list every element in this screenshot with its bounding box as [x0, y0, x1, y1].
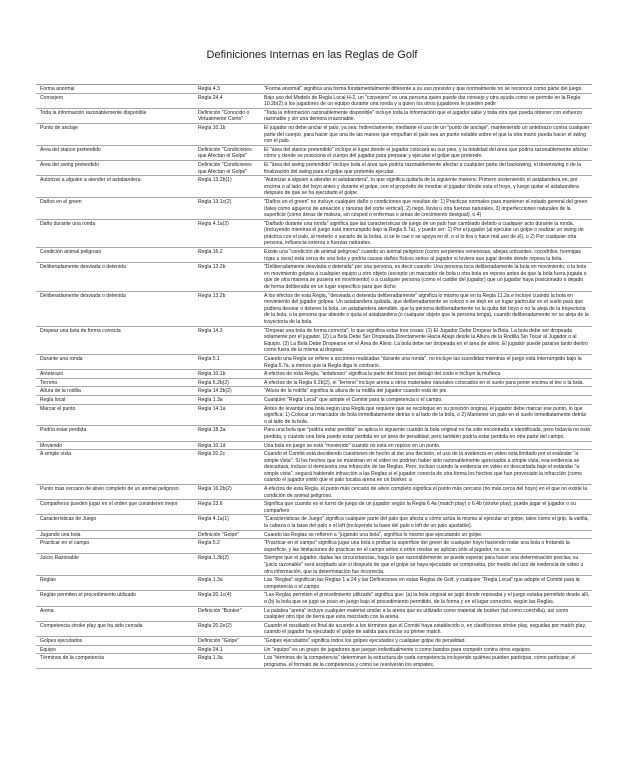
- term-cell: Deliberadamente desviada o detenida: [40, 264, 126, 271]
- term-cell: Dropear una bola de forma correcta: [40, 327, 121, 334]
- rule-cell: Regla 16.2: [198, 249, 223, 256]
- rule-cell: Regla 24.1: [198, 646, 223, 653]
- term-cell: Forma anormal: [40, 86, 75, 92]
- definition-cell: Cuando el Comité está decidiendo cuestiones de hecho al dar una decisión, el uso de la evidencia en video está limitado por el estándar "a simple vista": Si los hechos que se muestran en el video no podrían haber sido razonablemente apreciados a simple vista, esa evidencia se descartará, incluso si demuestra una infracción de las Reglas. Pero, incluso cuando la evidencia en video es descartada bajo el estándar "a simple vista", seguirá habiendo infracción a las Reglas si el jugador conocía de otra forma los hechos que han provocado la infracción (como cuando el jugador sintió que el palo tocaba arena en un búnker, a: [264, 451, 582, 484]
- term-cell: Reglas: [40, 577, 56, 584]
- definitions-table: [36, 84, 592, 669]
- definition-cell: "Golpes ejecutados" significa todos los golpes ejecutados y cualquier golpe de penalidad.: [264, 637, 466, 644]
- table-row: [36, 442, 592, 451]
- term-cell: Daños en el green: [40, 198, 82, 205]
- term-cell: Compañeros pueden jugar en el orden que consideren mejor: [40, 501, 178, 508]
- term-cell: Durante una ronda: [40, 355, 83, 362]
- definition-cell: El "área del swing pretendido" incluye toda el área que podría razonablemente afectar a cualquier parte del backswing, el downswing o de la finalización del swing para el golpe que pretende ejecutar.: [264, 161, 582, 175]
- definition-cell: Las "Reglas" significan las Reglas 1 a 24 y las Definiciones en estas Reglas de Golf, y cualquier "Regla Local" que adopte el Comité para la competencia o el campo.: [264, 577, 580, 590]
- definition-cell: "Deliberadamente desviada o detenida" por una persona, es decir cuando: Una persona toca deliberadamente la bola en movimiento, o la bola en movimiento golpea a cualquier equipo u otro objeto (excepto un marcador de bola u otra bola en reposo antes de que la bola fuera jugada o que de otra manera se pusiera en movimiento) o a cualquier persona (como el caddie del jugador) que un jugador haya posicionado o dejado de forma deliberada en un lugar específico para que dicho: [264, 264, 587, 291]
- definition-cell: Los "términos de la competencia" determinan la estructura de cada competencia incluyendo quiénes pueden participar, cómo participar, el programa, el formato de la competencia y cómo se resolverán los empates.: [264, 655, 576, 668]
- term-cell: Deliberadamente desviada o detenida: [40, 292, 126, 299]
- term-cell: Condición animal peligroso: [40, 249, 102, 256]
- rule-cell: Definición "Condiciones que Afectan el Golpe": [198, 146, 252, 160]
- table-row: [36, 198, 592, 220]
- term-cell: Practicar en el campo: [40, 540, 90, 547]
- table-row: [36, 161, 592, 176]
- rule-cell: Regla 10.1b: [198, 124, 226, 131]
- term-cell: Marcar el punto: [40, 405, 76, 412]
- term-cell: Toda la información razonablemente disponible: [40, 109, 147, 116]
- rule-cell: Regla 5.2: [198, 540, 220, 547]
- definition-cell: Cuando las Reglas se refieren a "jugando una bola", significa lo mismo que ejecutando un golpe.: [264, 531, 483, 538]
- table-row: [36, 500, 592, 515]
- definition-cell: Un "equipo" es un grupo de jugadores que juegan individualmente o como bandos para competir contra otros equipos.: [264, 646, 532, 653]
- rule-cell: Regla 13.2b: [198, 264, 226, 271]
- table-row: [36, 637, 592, 646]
- rule-cell: Regla 5.1: [198, 355, 220, 362]
- definition-cell: "Autorizar a alguien a atender el astabandera", lo que significa quitarla de la siguiente manera: Primero sosteniendo el astabandera en, por encima o al lado del hoyo antes y durante el golpe, con el propósito de mostrar el jugador dónde esta el hoyo, y luego quitar el astabandera después de que se ha ejecutado el golpe.: [264, 177, 579, 197]
- rule-cell: Regla 14.3: [198, 327, 223, 334]
- term-cell: Golpes ejecutados: [40, 637, 83, 644]
- definition-cell: "Dropear una bola de forma correcta", lo que significa estas tres cosas: (1) El Jugador Debe Dropear la Bola. La bola debe ser dropeada solamente por el jugador. (2) La Bola Debe Ser Dropeada Directamente Hacia Abajo desde la Altura de la Rodilla Sin Tocar al Jugador o al Equipo. (3) La Bola Debe Dropearse en el Área de Alivio. La bola debe ser dropeada en el área de alivio. El jugador puede pararse tanto dentro como fuera de la misma al dropear.: [264, 327, 588, 354]
- definition-cell: El jugador no debe anclar el palo, ya sea: Indirectamente, mediante el uso de un "punto de anclaje", manteniendo un antebrazo contra cualquier parte del cuerpo, para hacer que una de las manos que empuñan el palo sea un punto estable sobre el que la otra mano pueda hacer el swing con el palo.: [264, 124, 590, 145]
- definition-cell: A los efectos de esta Regla, "desviada o detenida deliberadamente" significa lo mismo que en la Regla 11.2a e incluye cuando la bola en movimiento del jugador golpea: Un astabandera quitada, que deliberadamente se colocó o se dejó en un lugar particular en el suelo para que pudiera desviar o detener la bola, un astabandera atendido, que la persona deliberadamente no la quita del hoyo o no la aleja de la trayectoria de la bola, o la persona que atiende o quita el astabandera (o cualquier objeto que la persona tenga), cuando deliberadamente no se aleja de la trayectoria de la bola.: [264, 292, 589, 325]
- table-row: [36, 554, 592, 576]
- definition-cell: "Dañado durante una ronda" significa que las características de juego de un palo han cambiado debido a cualquier acto durante la ronda, (incluyendo mientras el juego está interrumpido bajo la Regla 5.7a), y puede ser: 1) Por el jugador (al ejecutar un golpe o realizar un swing de práctica con el palo, al meterlo o sacarlo de la bolsa, si se le cae o se apoya en él, o si lo tira o hace mal uso de él), o 2) Por cualquier otra persona, influencia externa o fuerzas naturales.: [264, 220, 584, 247]
- table-row: [36, 124, 592, 146]
- table-row: [36, 94, 592, 109]
- rule-cell: Regla 13.2b: [198, 292, 226, 299]
- table-row: [36, 450, 592, 485]
- table-row: [36, 248, 592, 263]
- term-cell: Términos de la competencia: [40, 655, 104, 662]
- definition-cell: El "área del stance pretendido" incluye el lugar donde el jugador colocará su sus pies, y la totalidad del área que podría razonablemente afectar cómo y donde se posiciona el cuerpo del jugador para preparar y ejecutar el golpe que pretende.: [264, 146, 589, 160]
- rule-cell: Regla 13.1c(2): [198, 198, 232, 205]
- rule-cell: Regla 1.3a: [198, 396, 223, 403]
- term-cell: Autorizar a alguien a atender el astabandera: [40, 177, 141, 184]
- definition-cell: Bajo uso del Modelo de Regla Local H-2, un "consejero" es una persona quien puede dar consejo y otra ayuda como se permite en la Regla 10.2b(2) a los jugadores de un equipo durante una ronda y a quien los otros jugadores le pueden pedir: [264, 94, 581, 108]
- definition-cell: Siempre que el jugador, dadas las circunstancias, haga lo que razonablemente se puede esperar para hacer una determinación precisa, su "juicio razonable" será aceptado aún si después de que el golpe se haya ejecutado se comprueba, por medio del uso de evidencia de video u otra información, que la determinación fue incorrecta.: [264, 555, 584, 575]
- table-row: [36, 220, 592, 248]
- term-cell: Equipo: [40, 646, 56, 653]
- table-row: [36, 292, 592, 327]
- rule-cell: Regla 20.2c: [198, 451, 226, 458]
- table-row: [36, 176, 592, 198]
- rule-cell: Regla 10.1d: [198, 442, 226, 449]
- term-cell: Podría estar perdida: [40, 427, 87, 434]
- rule-cell: Regla 6.2b(2): [198, 379, 229, 386]
- rule-cell: Regla 18.3a: [198, 427, 226, 434]
- table-row: [36, 576, 592, 591]
- rule-cell: Regla 14.3b(2): [198, 388, 232, 395]
- term-cell: Juicio Razonable: [40, 555, 79, 562]
- definition-cell: "Forma anormal" significa una forma fundamentalmente diferente a su uso previsto y que normalmente no se reconoce como parte del juego.: [264, 86, 583, 92]
- table-row: [36, 539, 592, 554]
- rule-cell: Regla 16.2b(2): [198, 486, 232, 493]
- definition-cell: Cuando el resultado es final de acuerdo a los términos que el Comité haya establecido o, en clasificiones stroke play, seguidas por match play, cuando el jugador ha ejecutado el golpe de salida para iniciar su primer match.: [264, 622, 587, 636]
- definition-cell: Cualquier "Regla Local" que adopte el Comité para la competencia o el campo.: [264, 396, 443, 403]
- rule-cell: Regla 23.6: [198, 501, 223, 508]
- rule-cell: Definición "Bunker": [198, 607, 242, 614]
- rule-cell: Regla 1.3a: [198, 577, 223, 584]
- table-row: [36, 515, 592, 530]
- definition-cell: Para una bola que "podría estar perdida" se aplica lo siguiente cuando la bola original no ha sido encontrada e identificada, pero todavía no está perdida, y cuando una bola puede estar perdida en un área de penalidad, pero también podría estar perdida en otra parte del campo.: [264, 427, 590, 440]
- definition-cell: Una bola en juego se está "moviendo" cuando no está en reposo en un punto.: [264, 442, 441, 449]
- rule-cell: Definición "Golpe": [198, 637, 239, 644]
- table-row: [36, 405, 592, 427]
- term-cell: Arena: [40, 607, 54, 614]
- document-title: Definiciones Internas en las Reglas de Golf: [206, 49, 418, 61]
- rule-cell: Regla 20.2e(2): [198, 622, 232, 629]
- table-row: [36, 85, 592, 94]
- term-cell: Daño durante una ronda: [40, 220, 96, 227]
- rule-cell: Regla 4.1a(2): [198, 220, 229, 227]
- table-row: [36, 109, 592, 124]
- definition-cell: "Altura de la rodilla" significa la altura de la rodilla del jugador cuando está de pie.: [264, 388, 448, 395]
- definition-cell: A efectos de esta Regla, el punto más cercano de alivio completo significa el punto más cercano (no más cerca del hoyo) en el que no existe la condición de animal peligroso.: [264, 486, 588, 499]
- term-cell: Jugando una bola: [40, 531, 81, 538]
- definition-cell: A efectos de la Regla 6.2b(2), el "terreno" incluye arena u otros materiales naturales colocados en el suelo para poner encima el tee o la bola.: [264, 379, 584, 386]
- table-row: [36, 355, 592, 370]
- term-cell: Punto más cercano de alivio completo de un animal peligroso: [40, 486, 179, 493]
- table-row: [36, 146, 592, 161]
- rule-cell: Regla 13.2b(1): [198, 177, 232, 184]
- definition-cell: "Daños en el green" no incluye cualquier daño o condiciones que resultan de: 1) Practicas normales para mantener el estado general del green (tales como agujeros de aireación y ranuras del corte vertical), 2) riego, lluvia u otra fuerzas naturales, 3) imperfecciones naturales de la superficie (como áreas de maleza, sin césped o enfermas o áreas de crecimiento desigual), o 4): [264, 198, 588, 219]
- definition-cell: Antes de levantar una bola según una Regla que requiere que se recoloque en su posición original, el jugador debe marcar ese punto, lo que significa: 1) Colocar un marcador de bola inmediatamente detrás o al lado de la bola, o 2) Mantener un palo en el suelo inmediatamente detrás o al lado de la bola.: [264, 405, 587, 425]
- table-row: [36, 263, 592, 291]
- term-cell: Altura de la rodilla: [40, 388, 81, 395]
- rule-cell: Regla 20.1c(4): [198, 592, 232, 599]
- definition-cell: A efectos de esta Regla, "antebrazo" significa la parte del brazo por debajo del codo e incluye la muñeca.: [264, 371, 502, 378]
- rule-cell: Regla 4.3: [198, 86, 220, 92]
- term-cell: A simple vista: [40, 451, 72, 458]
- term-cell: Área del stance pretendido: [40, 146, 101, 153]
- table-row: [36, 485, 592, 500]
- term-cell: Competencia stroke play que ha sido cerrada: [40, 622, 143, 629]
- term-cell: Reglas permiten el procedimiento utilizado: [40, 592, 136, 599]
- definition-cell: "Toda la información razonablemente disponible" incluye toda la información que el jugador sabe y toda otra que pueda obtener con esfuerzo razonable y sin una demora irrazonable.: [264, 109, 583, 123]
- definition-cell: La palabra "arena" incluye cualquier material similar a la arena que es utilizado como material de bunker (tal como conchilla), así como cualquier otro tipo de tierra que esta mezclado con la arena.: [264, 607, 569, 621]
- table-row: [36, 379, 592, 388]
- term-cell: Consejero: [40, 94, 64, 101]
- table-row: [36, 387, 592, 396]
- table-row: [36, 426, 592, 441]
- table-row: [36, 531, 592, 540]
- term-cell: Características de Juego: [40, 516, 97, 523]
- table-row: [36, 622, 592, 637]
- term-cell: Regla local: [40, 396, 66, 403]
- definition-cell: Existe una "condición de animal peligroso" cuando un animal peligroso (como serpientes venenosas, abejas urticantes, cocodrilos, hormigas rojas u osos) está cerca de una bola y podría causar daños físicos serios al jugador si tuviera que jugar desde donde reposa la bola.: [264, 249, 582, 262]
- rule-cell: Regla 24.4: [198, 94, 223, 101]
- definition-cell: Cuando una Regla se refiere a acciones realizadas "durante una ronda", no incluye las sucedidas mientras el juego está interrumpido bajo la Regla 5.7a, a menos que la Regla diga lo contrario.: [264, 355, 582, 369]
- definition-cell: "Practicar en el campo" significa jugar una bola o probar la superficie del green de cualquier hoyo haciendo rodar una bola o frotando la superficie, y las limitaciones de practicar en el campo antes o entre rondas se aplican sólo al jugador, no a su: [264, 540, 570, 553]
- term-cell: Punto de anclaje: [40, 124, 78, 131]
- definition-cell: Significa que cuando es el turno de juego de un jugador según la Regla 6.4a (match play) o 6.4b (stroke play), puede jugar el jugador o su compañero: [264, 501, 576, 514]
- table-row: [36, 327, 592, 355]
- rule-cell: Regla 1.3a: [198, 655, 223, 662]
- term-cell: Antebrazo: [40, 371, 64, 378]
- table-row: [36, 646, 592, 655]
- table-row: [36, 370, 592, 379]
- term-cell: Terreno: [40, 379, 58, 386]
- table-row: [36, 654, 592, 669]
- table-row: [36, 396, 592, 405]
- definition-cell: "Características de Juego" significa cualquier parte del palo que afecta a cómo actúa la misma al ejecutar un golpe, tales como el grip, la varilla, la cabeza o la base del palo o el loft (incluyendo la base del palo o loft de un palo ajustable).: [264, 516, 589, 530]
- rule-cell: Definición "Golpe": [198, 531, 239, 538]
- term-cell: Moviendo: [40, 442, 63, 449]
- rule-cell: Definición "Condiciones que Afectan el Golpe": [198, 161, 252, 175]
- rule-cell: Regla 1.3b(2): [198, 555, 229, 562]
- definition-cell: "Las Reglas permiten el procedimiento utilizado" significa que: (a) la bola original se jugó donde reposaba y el juego estaba permitido desde allí, o (b) la bola que se jugó se puso en juego bajo el procedimiento permitido, de la forma y en el lugar correctos, según las Reglas.: [264, 592, 590, 605]
- rule-cell: Definición "Conocido o Virtualmente Cierto": [198, 109, 250, 123]
- table-row: [36, 607, 592, 622]
- table-row: [36, 591, 592, 606]
- rule-cell: Regla 10.1b: [198, 371, 226, 378]
- term-cell: Área del swing pretendido: [40, 161, 99, 168]
- rule-cell: Regla 4.1a(1): [198, 516, 229, 523]
- rule-cell: Regla 14.1a: [198, 405, 226, 412]
